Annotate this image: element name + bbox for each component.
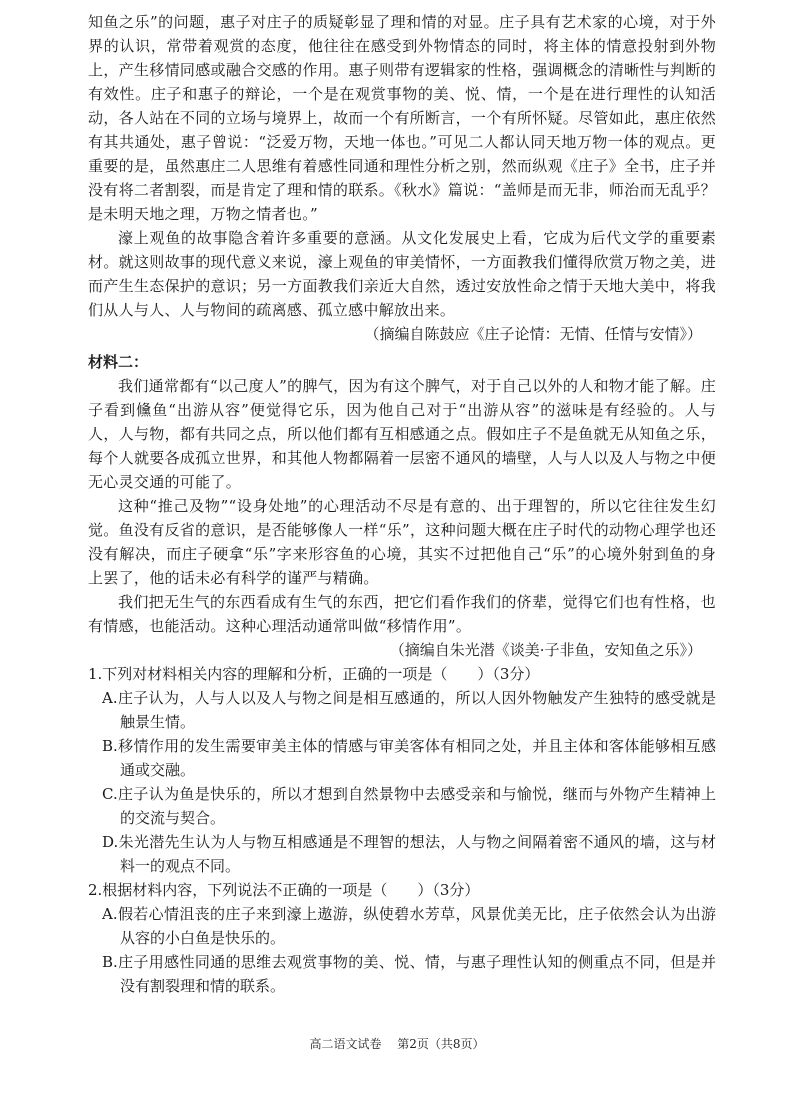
- page-footer: [0, 1036, 794, 1052]
- question-1-option-d: D.朱光潜先生认为人与物互相感通是不理智的想法，人与物之间隔着密不通风的墙，这与材料一的观点不同。: [102, 833, 716, 875]
- question-1-option-a: A.庄子认为，人与人以及人与物之间是相互感通的，所以人因外物触发产生独特的感受就是触景生情。: [102, 689, 716, 731]
- material1-continued-paragraph: 知鱼之乐”的问题，惠子对庄子的质疑彰显了理和情的对显。庄子具有艺术家的心境，对于外界的认识，常带着观赏的态度，他往往在感受到外物情态的同时，将主体的情意投射到外物上，产生移情同感或融合交感的作用。惠子则带有逻辑家的性格，强调概念的清晰性与判断的有效性。庄子和惠子的辩论，一个是在观赏事物的美、悦、情，一个是在进行理性的认知活动，各人站在不同的立场与境界上，故而一个有所断言，一个有所怀疑。尽管如此，惠庄依然有其共通处，惠子曾说：“泛爱万物，天地一体也。”可见二人都认同天地万物一体的观点。更重要的是，虽然惠庄二人思维有着感性同通和理性分析之别，然而纵观《庄子》全书，庄子并没有将二者割裂，而是肯定了理和情的联系。《秋水》篇说：“盖师是而无非，师治而无乱乎？是未明天地之理，万物之情者也。”: [88, 13, 716, 223]
- question-2-option-a: A.假若心情沮丧的庄子来到濠上遨游，纵使碧水芳草，风景优美无比，庄子依然会认为出游从容的小白鱼是快乐的。: [102, 905, 716, 947]
- question-1-option-b: B.移情作用的发生需要审美主体的情感与审美客体有相同之处，并且主体和客体能够相互感通或交融。: [102, 737, 716, 779]
- footer-exam-title: 高二语文试卷: [309, 1037, 382, 1051]
- material2-source: （摘编自朱光潜《谈美·子非鱼，安知鱼之乐》）: [389, 641, 702, 659]
- material1-source: （摘编自陈鼓应《庄子论情：无情、任情与安情》）: [364, 325, 702, 343]
- question-2-stem: 2.根据材料内容，下列说法不正确的一项是（ ）（3分）: [88, 881, 480, 899]
- material2-paragraph-1: 我们通常都有“以己度人”的脾气，因为有这个脾气，对于自己以外的人和物才能了解。庄子看到儵鱼“出游从容”便觉得它乐，因为他自己对于“出游从容”的滋味是有经验的。人与人，人与物，都有共同之点，所以他们都有互相感通之点。假如庄子不是鱼就无从知鱼之乐，每个人就要各成孤立世界，和其他人物都隔着一层密不通风的墙壁，人与人以及人与物之中便无心灵交通的可能了。: [88, 377, 716, 491]
- material2-heading: 材料二：: [88, 353, 149, 371]
- material1-paragraph-2: 濠上观鱼的故事隐含着许多重要的意涵。从文化发展史上看，它成为后代文学的重要素材。就这则故事的现代意义来说，濠上观鱼的审美情怀，一方面教我们懂得欣赏万物之美，进而产生生态保护的意识；另一方面教我们亲近大自然，透过安放性命之情于天地大美中，将我们从人与人、人与物间的疏离感、孤立感中解放出来。: [88, 229, 716, 319]
- page-content: [88, 10, 716, 998]
- material2-paragraph-3: 我们把无生气的东西看成有生气的东西，把它们看作我们的侪辈，觉得它们也有性格，也有情感，也能活动。这种心理活动通常叫做“移情作用”。: [88, 593, 716, 635]
- question-1-option-c: C.庄子认为鱼是快乐的，所以才想到自然景物中去感受亲和与愉悦，继而与外物产生精神上的交流与契合。: [102, 785, 716, 827]
- footer-page-number: 第2页（共8页）: [397, 1037, 485, 1051]
- material2-paragraph-2: 这种“推己及物”“设身处地”的心理活动不尽是有意的、出于理智的，所以它往往发生幻觉。鱼没有反省的意识，是否能够像人一样“乐”，这种问题大概在庄子时代的动物心理学也还没有解决，而庄子硬拿“乐”字来形容鱼的心境，其实不过把他自己“乐”的心境外射到鱼的身上罢了，他的话未必有科学的谨严与精确。: [88, 497, 716, 587]
- question-2-option-b: B.庄子用感性同通的思维去观赏事物的美、悦、情，与惠子理性认知的侧重点不同，但是并没有割裂理和情的联系。: [102, 953, 716, 995]
- question-1-stem: 1.下列对材料相关内容的理解和分析，正确的一项是（ ）（3分）: [88, 665, 540, 683]
